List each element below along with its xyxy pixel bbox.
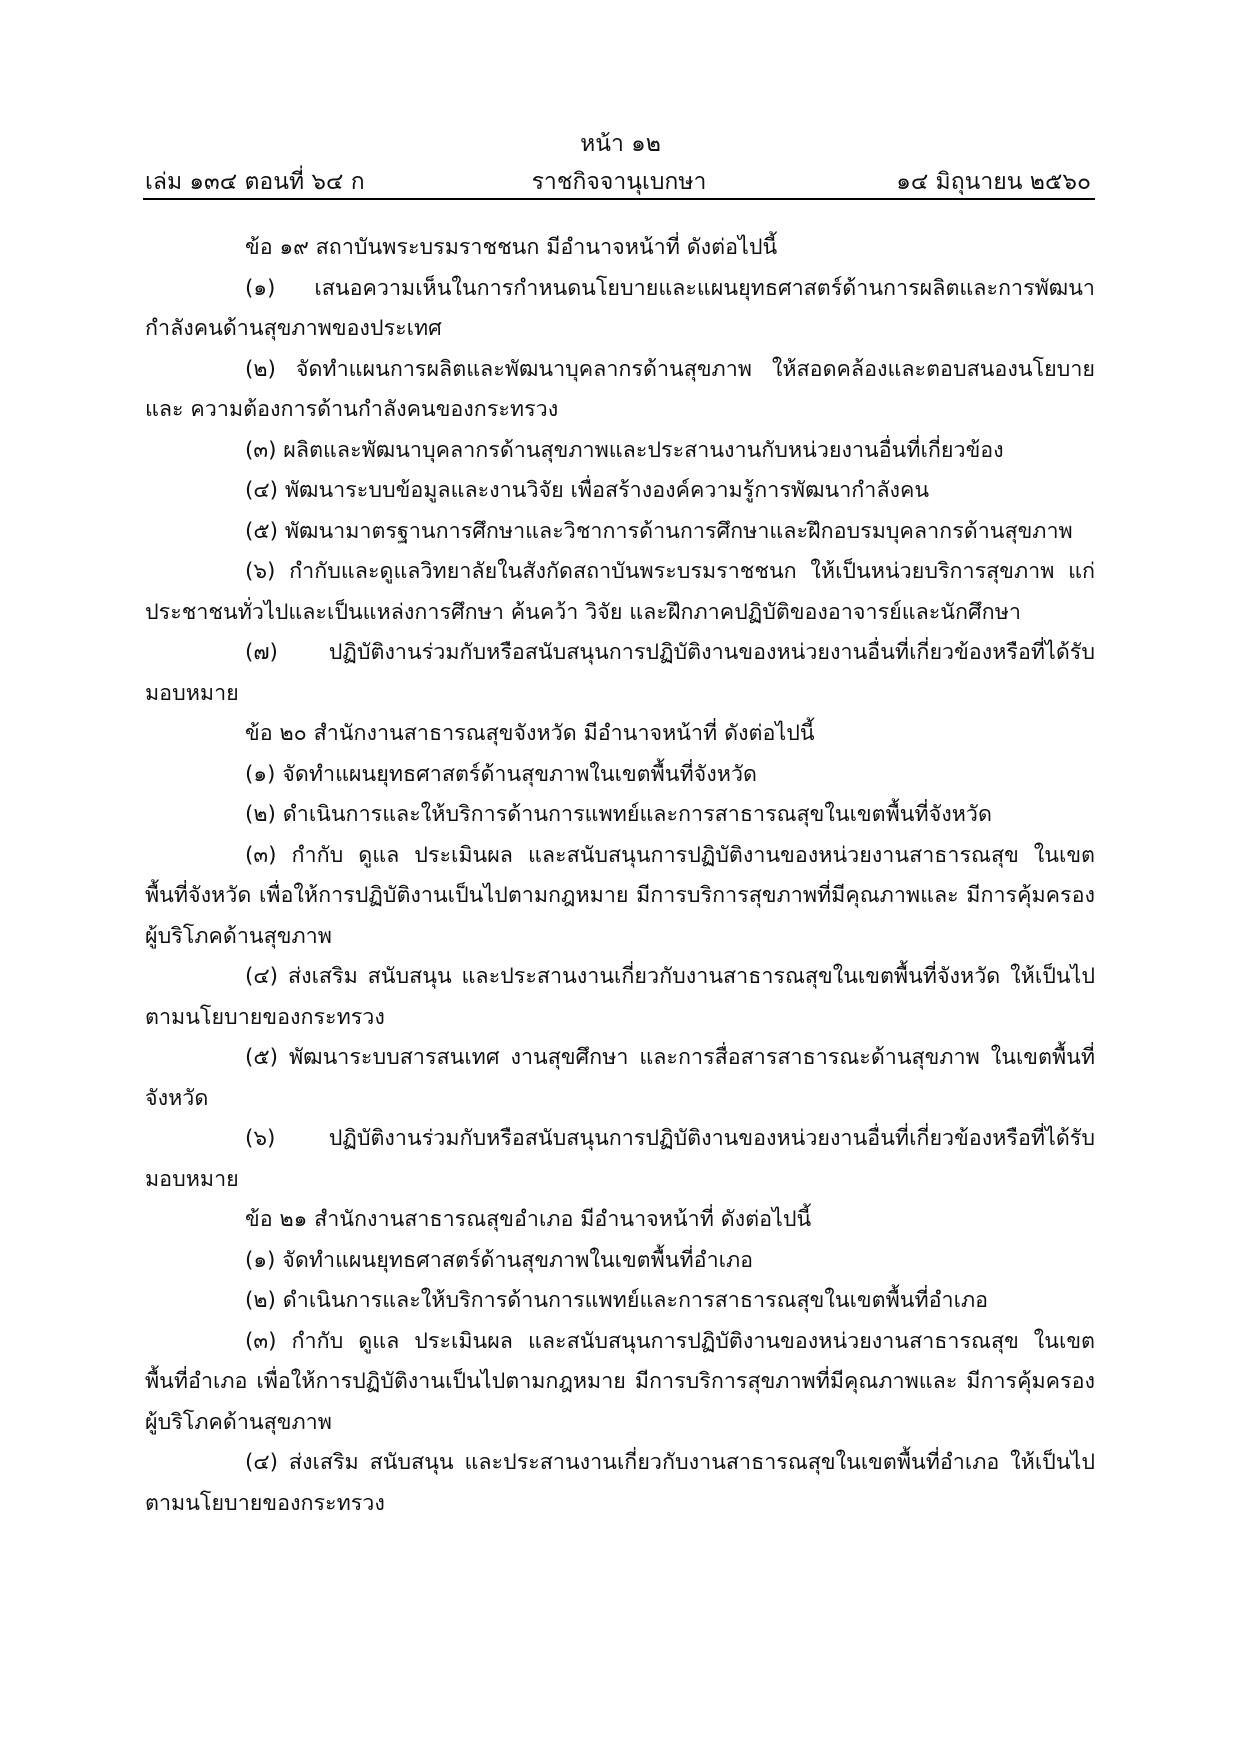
clause-19-item-3: (๓) ผลิตและพัฒนาบุคลากรด้านสุขภาพและประสานงานกับหน่วยงานอื่นที่เกี่ยวข้อง — [245, 437, 1004, 463]
clause-20-item-4: (๔) ส่งเสริม สนับสนุน และประสานงานเกี่ยวกับงานสาธารณสุขในเขตพื้นที่จังหวัด ให้เป็นไปตามนโยบายของกระทรวง — [145, 964, 1095, 1030]
clause-20-item-1: (๑) จัดทำแผนยุทธศาสตร์ด้านสุขภาพในเขตพื้นที่จังหวัด — [245, 761, 757, 787]
clause-19-item-5: (๕) พัฒนามาตรฐานการศึกษาและวิชาการด้านการศึกษาและฝึกอบรมบุคลากรด้านสุขภาพ — [245, 518, 1073, 544]
clause-21-item-2: (๒) ดำเนินการและให้บริการด้านการแพทย์และการสาธารณสุขในเขตพื้นที่อำเภอ — [245, 1288, 989, 1313]
clause-19-item-4: (๔) พัฒนาระบบข้อมูลและงานวิจัย เพื่อสร้างองค์ความรู้การพัฒนากำลังคน — [245, 478, 930, 503]
clause-20-item-2: (๒) ดำเนินการและให้บริการด้านการแพทย์และการสาธารณสุขในเขตพื้นที่จังหวัด — [245, 802, 992, 827]
clause-21-item-4: (๔) ส่งเสริม สนับสนุน และประสานงานเกี่ยวกับงานสาธารณสุขในเขตพื้นที่อำเภอ ให้เป็นไปตามนโยบายของกระทรวง — [145, 1450, 1095, 1516]
page-number: หน้า ๑๒ — [580, 131, 661, 157]
clause-21-item-1: (๑) จัดทำแผนยุทธศาสตร์ด้านสุขภาพในเขตพื้นที่อำเภอ — [245, 1247, 754, 1273]
gazette-header — [143, 162, 1095, 200]
clause-20-heading: ข้อ ๒๐ สำนักงานสาธารณสุขจังหวัด มีอำนาจหน้าที่ ดังต่อไปนี้ — [245, 721, 815, 746]
document-body — [145, 228, 1095, 1524]
clause-19-item-6: (๖) กำกับและดูแลวิทยาลัยในสังกัดสถาบันพระบรมราชชนก ให้เป็นหน่วยบริการสุขภาพ แก่ประชาชนทั่วไปและเป็นแหล่งการศึกษา ค้นคว้า วิจัย และฝึกภาคปฏิบัติของอาจารย์และนักศึกษา — [145, 559, 1095, 625]
volume-issue: เล่ม ๑๓๔ ตอนที่ ๖๔ ก — [145, 169, 365, 195]
clause-20-item-6: (๖) ปฏิบัติงานร่วมกับหรือสนับสนุนการปฏิบัติงานของหน่วยงานอื่นที่เกี่ยวข้องหรือที่ได้รับ มอบหมาย — [145, 1126, 1095, 1192]
clause-20-item-5: (๕) พัฒนาระบบสารสนเทศ งานสุขศึกษา และการสื่อสารสาธารณะด้านสุขภาพ ในเขตพื้นที่จังหวัด — [145, 1045, 1095, 1111]
publication-date: ๑๔ มิถุนายน ๒๕๖๐ — [896, 169, 1091, 195]
clause-21-heading: ข้อ ๒๑ สำนักงานสาธารณสุขอำเภอ มีอำนาจหน้าที่ ดังต่อไปนี้ — [245, 1207, 812, 1232]
clause-20-item-3: (๓) กำกับ ดูแล ประเมินผล และสนับสนุนการปฏิบัติงานของหน่วยงานสาธารณสุข ในเขตพื้นที่จังหวัด เพื่อให้การปฏิบัติงานเป็นไปตามกฎหมาย มีการบริการสุขภาพที่มีคุณภาพและ มีการคุ้มครองผู้บริโภคด้านสุขภาพ — [145, 842, 1095, 949]
clause-19-heading: ข้อ ๑๙ สถาบันพระบรมราชชนก มีอำนาจหน้าที่ ดังต่อไปนี้ — [245, 235, 778, 260]
clause-19-item-7: (๗) ปฏิบัติงานร่วมกับหรือสนับสนุนการปฏิบัติงานของหน่วยงานอื่นที่เกี่ยวข้องหรือที่ได้รับ มอบหมาย — [145, 640, 1095, 706]
clause-19-item-2: (๒) จัดทำแผนการผลิตและพัฒนาบุคลากรด้านสุขภาพ ให้สอดคล้องและตอบสนองนโยบายและ ความต้องการด้านกำลังคนของกระทรวง — [145, 356, 1095, 422]
clause-21-item-3: (๓) กำกับ ดูแล ประเมินผล และสนับสนุนการปฏิบัติงานของหน่วยงานสาธารณสุข ในเขตพื้นที่อำเภอ เพื่อให้การปฏิบัติงานเป็นไปตามกฎหมาย มีการบริการสุขภาพที่มีคุณภาพและ มีการคุ้มครองผู้บริโภคด้านสุขภาพ — [145, 1328, 1095, 1435]
publication-title: ราชกิจจานุเบกษา — [531, 169, 707, 195]
clause-19-item-1: (๑) เสนอความเห็นในการกำหนดนโยบายและแผนยุทธศาสตร์ด้านการผลิตและการพัฒนา กำลังคนด้านสุขภาพของประเทศ — [145, 275, 1095, 341]
